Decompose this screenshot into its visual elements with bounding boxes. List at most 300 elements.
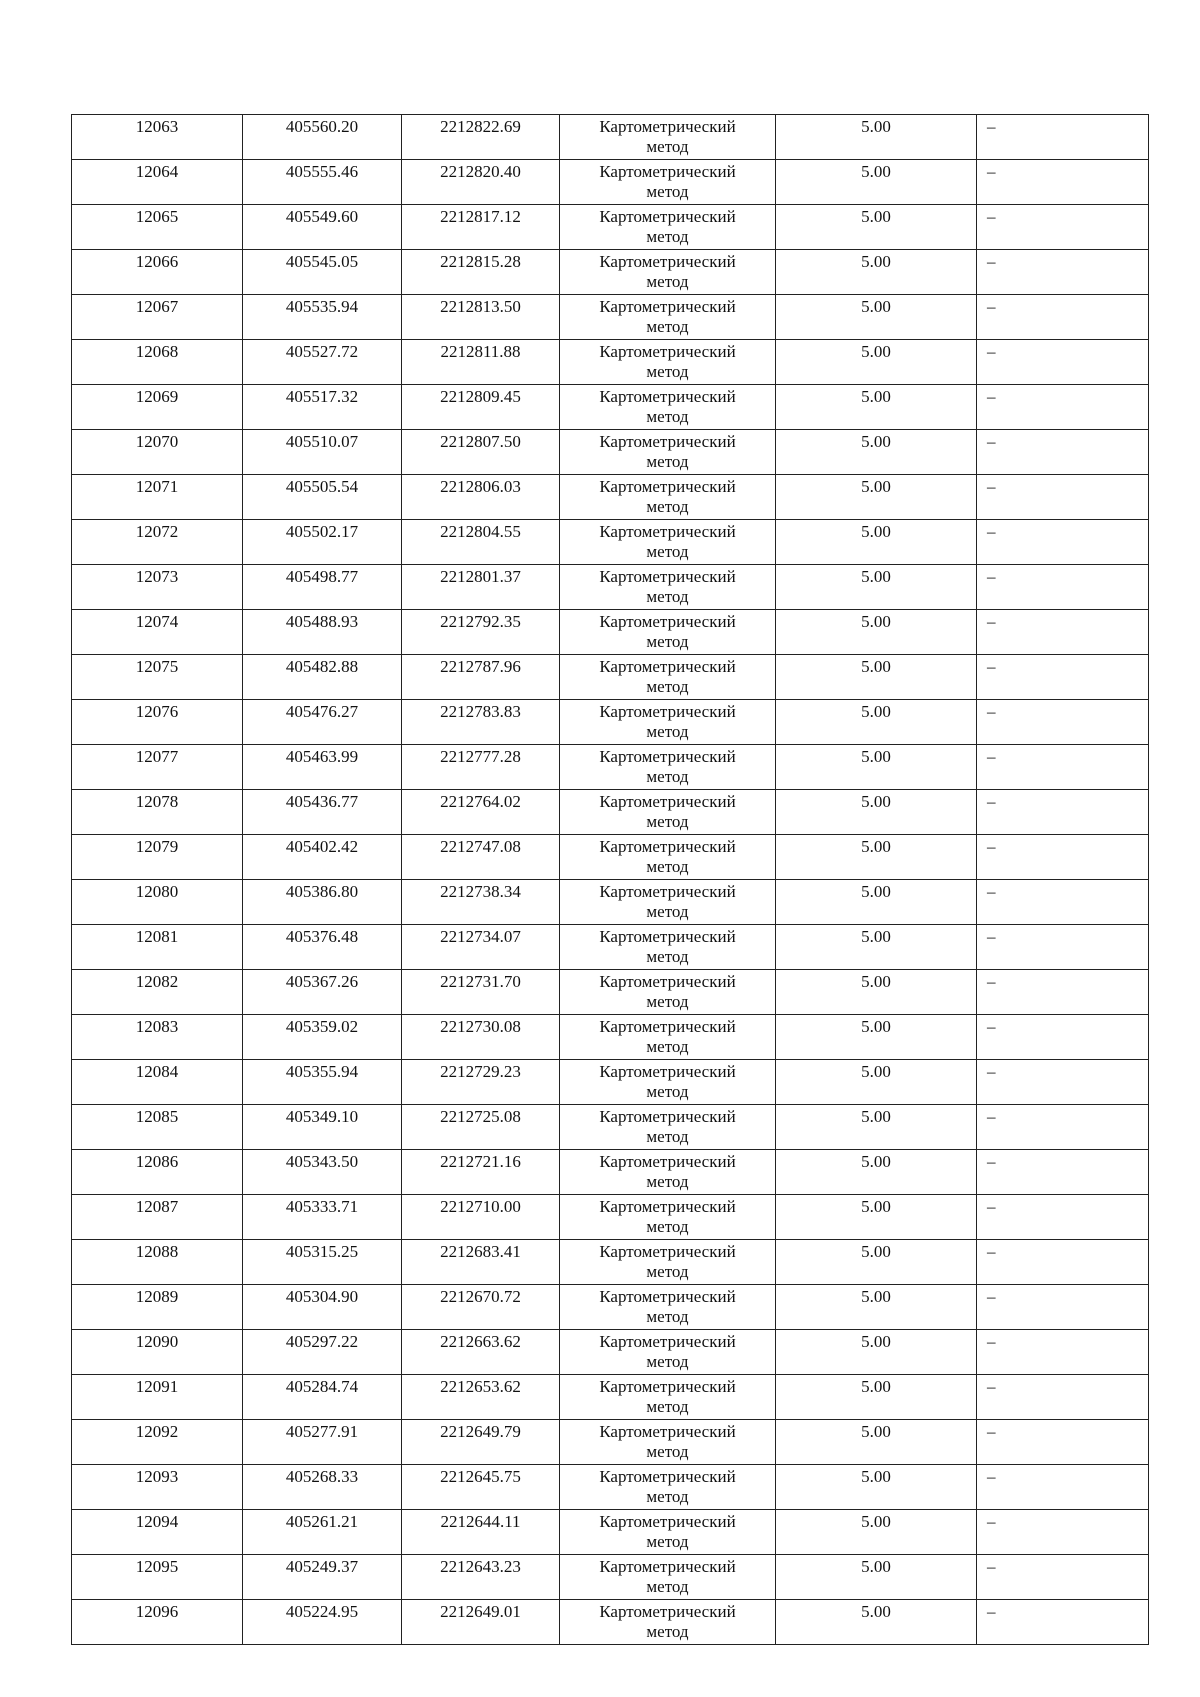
method-text: Картометрический метод [599,657,736,696]
description-cell [977,970,1149,1015]
accuracy-cell [776,295,977,340]
y-coordinate-text: 2212730.08 [440,1017,521,1036]
description-text: – [987,972,996,991]
method-cell [560,790,776,835]
y-coordinate-cell [402,340,560,385]
x-coordinate-cell [243,565,402,610]
y-coordinate-cell [402,1195,560,1240]
y-coordinate-cell [402,520,560,565]
point-number-text: 12081 [135,927,179,946]
x-coordinate-cell [243,835,402,880]
x-coordinate-text: 405304.90 [285,1287,359,1306]
accuracy-text: 5.00 [861,1197,891,1216]
accuracy-text: 5.00 [861,1107,891,1126]
method-text: Картометрический метод [599,477,736,516]
x-coordinate-cell [243,925,402,970]
point-number-text: 12078 [135,792,179,811]
description-text: – [987,117,996,136]
table-row [72,295,1149,340]
table-row [72,520,1149,565]
accuracy-text: 5.00 [861,252,891,271]
table-row [72,115,1149,160]
table-row [72,1285,1149,1330]
description-cell [977,925,1149,970]
description-cell [977,1555,1149,1600]
description-cell [977,1060,1149,1105]
y-coordinate-cell [402,1555,560,1600]
point-number-text: 12080 [135,882,179,901]
y-coordinate-cell [402,835,560,880]
accuracy-text: 5.00 [861,1512,891,1531]
description-text: – [987,927,996,946]
accuracy-cell [776,520,977,565]
accuracy-text: 5.00 [861,1287,891,1306]
method-cell [560,655,776,700]
table-row [72,205,1149,250]
point-number-text: 12072 [135,522,179,541]
x-coordinate-cell [243,790,402,835]
x-coordinate-text: 405505.54 [285,477,359,496]
accuracy-text: 5.00 [861,1602,891,1621]
accuracy-cell [776,970,977,1015]
accuracy-cell [776,205,977,250]
accuracy-text: 5.00 [861,477,891,496]
x-coordinate-cell [243,1150,402,1195]
accuracy-cell [776,1285,977,1330]
table-row [72,925,1149,970]
point-number-cell [72,205,243,250]
x-coordinate-cell [243,655,402,700]
method-cell [560,745,776,790]
x-coordinate-text: 405333.71 [285,1197,359,1216]
y-coordinate-cell [402,925,560,970]
description-text: – [987,747,996,766]
method-cell [560,1105,776,1150]
table-row [72,430,1149,475]
method-text: Картометрический метод [599,522,736,561]
x-coordinate-cell [243,115,402,160]
description-cell [977,610,1149,655]
description-cell [977,205,1149,250]
y-coordinate-text: 2212783.83 [440,702,521,721]
method-text: Картометрический метод [599,612,736,651]
point-number-cell [72,970,243,1015]
method-cell [560,340,776,385]
y-coordinate-cell [402,250,560,295]
y-coordinate-cell [402,1375,560,1420]
accuracy-cell [776,1060,977,1105]
y-coordinate-text: 2212807.50 [440,432,521,451]
method-text: Картометрический метод [599,1332,736,1371]
y-coordinate-cell [402,1600,560,1645]
x-coordinate-text: 405349.10 [285,1107,359,1126]
method-text: Картометрический метод [599,1017,736,1056]
x-coordinate-cell [243,970,402,1015]
x-coordinate-cell [243,745,402,790]
x-coordinate-text: 405343.50 [285,1152,359,1171]
y-coordinate-cell [402,745,560,790]
y-coordinate-text: 2212809.45 [440,387,521,406]
table-row [72,835,1149,880]
y-coordinate-cell [402,1150,560,1195]
description-cell [977,700,1149,745]
point-number-text: 12070 [135,432,179,451]
y-coordinate-text: 2212670.72 [440,1287,521,1306]
accuracy-cell [776,250,977,295]
table-row [72,1600,1149,1645]
y-coordinate-text: 2212787.96 [440,657,521,676]
point-number-cell [72,340,243,385]
accuracy-text: 5.00 [861,207,891,226]
table-row [72,970,1149,1015]
description-text: – [987,657,996,676]
point-number-text: 12063 [135,117,179,136]
y-coordinate-text: 2212811.88 [440,342,521,361]
y-coordinate-text: 2212643.23 [440,1557,521,1576]
y-coordinate-text: 2212738.34 [440,882,521,901]
description-text: – [987,162,996,181]
x-coordinate-cell [243,1420,402,1465]
x-coordinate-text: 405355.94 [285,1062,359,1081]
accuracy-text: 5.00 [861,387,891,406]
x-coordinate-cell [243,1060,402,1105]
y-coordinate-cell [402,295,560,340]
accuracy-cell [776,385,977,430]
method-text: Картометрический метод [599,882,736,921]
description-cell [977,745,1149,790]
table-row [72,340,1149,385]
x-coordinate-cell [243,205,402,250]
point-number-cell [72,1060,243,1105]
y-coordinate-cell [402,430,560,475]
point-number-cell [72,1150,243,1195]
method-text: Картометрический метод [599,1062,736,1101]
x-coordinate-text: 405476.27 [285,702,359,721]
description-cell [977,250,1149,295]
x-coordinate-text: 405555.46 [285,162,359,181]
x-coordinate-text: 405436.77 [285,792,359,811]
table-row [72,1105,1149,1150]
point-number-text: 12079 [135,837,179,856]
point-number-cell [72,925,243,970]
description-text: – [987,837,996,856]
y-coordinate-text: 2212747.08 [440,837,521,856]
accuracy-text: 5.00 [861,297,891,316]
method-text: Картометрический метод [599,207,736,246]
method-text: Картометрический метод [599,1287,736,1326]
method-text: Картометрический метод [599,1467,736,1506]
description-cell [977,880,1149,925]
table-row [72,655,1149,700]
x-coordinate-text: 405224.95 [285,1602,359,1621]
description-text: – [987,252,996,271]
y-coordinate-text: 2212822.69 [440,117,521,136]
method-cell [560,475,776,520]
accuracy-cell [776,655,977,700]
x-coordinate-cell [243,1330,402,1375]
x-coordinate-cell [243,880,402,925]
point-number-text: 12091 [135,1377,179,1396]
description-cell [977,565,1149,610]
accuracy-text: 5.00 [861,567,891,586]
method-cell [560,385,776,430]
y-coordinate-cell [402,1330,560,1375]
method-cell [560,1195,776,1240]
point-number-text: 12069 [135,387,179,406]
accuracy-text: 5.00 [861,972,891,991]
x-coordinate-text: 405488.93 [285,612,359,631]
x-coordinate-text: 405545.05 [285,252,359,271]
table-row [72,790,1149,835]
point-number-cell [72,1555,243,1600]
method-cell [560,1330,776,1375]
x-coordinate-cell [243,1285,402,1330]
point-number-cell [72,835,243,880]
x-coordinate-text: 405359.02 [285,1017,359,1036]
x-coordinate-text: 405535.94 [285,297,359,316]
method-text: Картометрический метод [599,1197,736,1236]
table-row [72,610,1149,655]
method-text: Картометрический метод [599,342,736,381]
point-number-text: 12067 [135,297,179,316]
accuracy-text: 5.00 [861,342,891,361]
method-cell [560,1600,776,1645]
description-cell [977,1285,1149,1330]
y-coordinate-cell [402,565,560,610]
point-number-text: 12082 [135,972,179,991]
x-coordinate-cell [243,295,402,340]
description-cell [977,1105,1149,1150]
x-coordinate-text: 405249.37 [285,1557,359,1576]
method-text: Картометрический метод [599,1152,736,1191]
y-coordinate-cell [402,970,560,1015]
table-row [72,1555,1149,1600]
accuracy-cell [776,1240,977,1285]
x-coordinate-cell [243,520,402,565]
description-text: – [987,1287,996,1306]
point-number-cell [72,1510,243,1555]
point-number-cell [72,385,243,430]
y-coordinate-cell [402,1060,560,1105]
x-coordinate-text: 405502.17 [285,522,359,541]
accuracy-text: 5.00 [861,657,891,676]
point-number-cell [72,655,243,700]
point-number-cell [72,160,243,205]
description-text: – [987,567,996,586]
table-row [72,160,1149,205]
point-number-cell [72,115,243,160]
method-cell [560,160,776,205]
accuracy-text: 5.00 [861,1242,891,1261]
method-text: Картометрический метод [599,117,736,156]
y-coordinate-text: 2212806.03 [440,477,521,496]
description-cell [977,835,1149,880]
point-number-cell [72,430,243,475]
y-coordinate-cell [402,1465,560,1510]
accuracy-text: 5.00 [861,1422,891,1441]
method-text: Картометрический метод [599,792,736,831]
accuracy-cell [776,115,977,160]
description-cell [977,655,1149,700]
table-row [72,745,1149,790]
table-row [72,1240,1149,1285]
method-text: Картометрический метод [599,837,736,876]
method-text: Картометрический метод [599,432,736,471]
x-coordinate-text: 405386.80 [285,882,359,901]
y-coordinate-text: 2212820.40 [440,162,521,181]
method-text: Картометрический метод [599,162,736,201]
method-text: Картометрический метод [599,702,736,741]
y-coordinate-text: 2212649.79 [440,1422,521,1441]
x-coordinate-cell [243,1555,402,1600]
description-text: – [987,1512,996,1531]
x-coordinate-cell [243,385,402,430]
point-number-text: 12096 [135,1602,179,1621]
x-coordinate-cell [243,610,402,655]
description-text: – [987,1557,996,1576]
point-number-text: 12071 [135,477,179,496]
table-row [72,1465,1149,1510]
y-coordinate-text: 2212729.23 [440,1062,521,1081]
description-text: – [987,1242,996,1261]
description-text: – [987,1017,996,1036]
y-coordinate-text: 2212801.37 [440,567,521,586]
point-number-cell [72,295,243,340]
accuracy-cell [776,1600,977,1645]
point-number-cell [72,1600,243,1645]
description-text: – [987,1197,996,1216]
y-coordinate-text: 2212731.70 [440,972,521,991]
table-row [72,1150,1149,1195]
point-number-cell [72,1285,243,1330]
description-text: – [987,1377,996,1396]
x-coordinate-cell [243,1465,402,1510]
point-number-text: 12085 [135,1107,179,1126]
method-text: Картометрический метод [599,747,736,786]
accuracy-cell [776,1015,977,1060]
accuracy-cell [776,1555,977,1600]
y-coordinate-cell [402,115,560,160]
method-text: Картометрический метод [599,1242,736,1281]
point-number-text: 12083 [135,1017,179,1036]
y-coordinate-text: 2212710.00 [440,1197,521,1216]
y-coordinate-text: 2212792.35 [440,612,521,631]
x-coordinate-cell [243,340,402,385]
method-cell [560,250,776,295]
description-cell [977,1420,1149,1465]
description-cell [977,1375,1149,1420]
method-cell [560,205,776,250]
table-row [72,565,1149,610]
method-text: Картометрический метод [599,1107,736,1146]
accuracy-text: 5.00 [861,747,891,766]
description-cell [977,1195,1149,1240]
point-number-cell [72,1375,243,1420]
point-number-text: 12064 [135,162,179,181]
method-cell [560,1555,776,1600]
accuracy-cell [776,700,977,745]
description-cell [977,385,1149,430]
accuracy-text: 5.00 [861,702,891,721]
x-coordinate-text: 405560.20 [285,117,359,136]
point-number-cell [72,1465,243,1510]
point-number-text: 12066 [135,252,179,271]
point-number-text: 12068 [135,342,179,361]
table-row [72,1195,1149,1240]
y-coordinate-text: 2212683.41 [440,1242,521,1261]
x-coordinate-text: 405268.33 [285,1467,359,1486]
point-number-text: 12088 [135,1242,179,1261]
accuracy-cell [776,565,977,610]
point-number-cell [72,700,243,745]
description-cell [977,520,1149,565]
y-coordinate-text: 2212644.11 [440,1512,521,1531]
description-text: – [987,1467,996,1486]
y-coordinate-text: 2212663.62 [440,1332,521,1351]
accuracy-cell [776,880,977,925]
accuracy-text: 5.00 [861,1557,891,1576]
description-text: – [987,1107,996,1126]
point-number-text: 12065 [135,207,179,226]
description-text: – [987,882,996,901]
point-number-text: 12076 [135,702,179,721]
method-text: Картометрический метод [599,1422,736,1461]
method-cell [560,295,776,340]
accuracy-cell [776,745,977,790]
x-coordinate-cell [243,1375,402,1420]
table-row [72,1330,1149,1375]
method-text: Картометрический метод [599,1377,736,1416]
x-coordinate-text: 405517.32 [285,387,359,406]
description-cell [977,295,1149,340]
y-coordinate-cell [402,1015,560,1060]
method-cell [560,835,776,880]
point-number-text: 12084 [135,1062,179,1081]
x-coordinate-text: 405284.74 [285,1377,359,1396]
y-coordinate-cell [402,700,560,745]
y-coordinate-cell [402,1510,560,1555]
accuracy-text: 5.00 [861,792,891,811]
point-number-text: 12086 [135,1152,179,1171]
x-coordinate-cell [243,1240,402,1285]
point-number-text: 12094 [135,1512,179,1531]
point-number-cell [72,880,243,925]
method-text: Картометрический метод [599,567,736,606]
method-cell [560,1465,776,1510]
accuracy-text: 5.00 [861,432,891,451]
x-coordinate-cell [243,475,402,520]
accuracy-cell [776,610,977,655]
description-text: – [987,702,996,721]
y-coordinate-cell [402,1105,560,1150]
table-body [72,115,1149,1645]
table-row [72,1375,1149,1420]
y-coordinate-text: 2212653.62 [440,1377,521,1396]
table-row [72,700,1149,745]
accuracy-text: 5.00 [861,837,891,856]
method-cell [560,1375,776,1420]
method-cell [560,1510,776,1555]
table-row [72,1060,1149,1105]
y-coordinate-cell [402,475,560,520]
method-cell [560,565,776,610]
y-coordinate-text: 2212813.50 [440,297,521,316]
y-coordinate-text: 2212764.02 [440,792,521,811]
accuracy-cell [776,1375,977,1420]
x-coordinate-text: 405367.26 [285,972,359,991]
accuracy-text: 5.00 [861,882,891,901]
x-coordinate-cell [243,1600,402,1645]
